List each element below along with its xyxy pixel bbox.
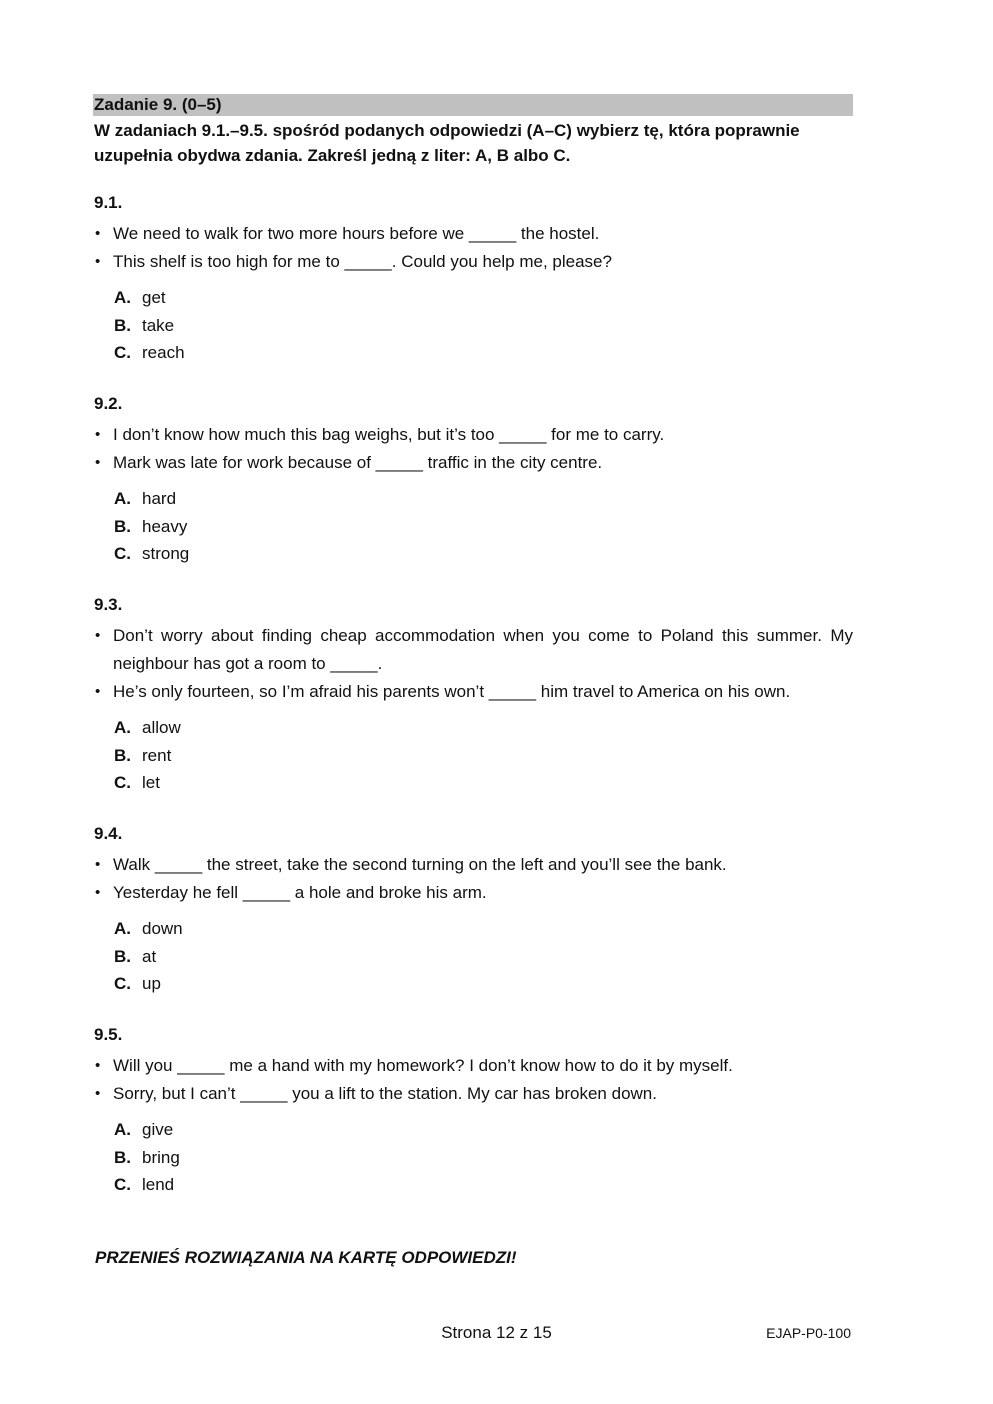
question-number: 9.5. <box>94 1025 123 1044</box>
bullet-icon: • <box>95 856 101 873</box>
sentence-text: Sorry, but I can’t _____ you a lift to the station. My car has broken down. <box>113 1084 657 1103</box>
sentence-text: Walk _____ the street, take the second turning on the left and you’ll see the bank. <box>113 855 727 874</box>
sentence-item <box>93 1080 853 1108</box>
option-c[interactable] <box>114 769 853 797</box>
option-text: get <box>142 288 166 307</box>
bullet-icon: • <box>95 1085 101 1102</box>
sentence-item <box>93 678 853 706</box>
option-a[interactable] <box>114 1116 853 1144</box>
task-instructions: W zadaniach 9.1.–9.5. spośród podanych odpowiedzi (A–C) wybierz tę, która poprawnie uzupełnia obydwa zdania. Zakreśl jedną z liter: A, B albo C. <box>94 121 800 165</box>
sentence-item <box>93 1052 853 1080</box>
option-text: down <box>142 919 183 938</box>
bullet-icon: • <box>95 253 101 270</box>
option-letter: B. <box>114 1147 131 1167</box>
option-list <box>93 485 853 568</box>
transfer-answers-note: PRZENIEŚ ROZWIĄZANIA NA KARTĘ ODPOWIEDZI! <box>95 1248 517 1267</box>
sentence-item <box>93 248 853 276</box>
option-a[interactable] <box>114 485 853 513</box>
bullet-icon: • <box>95 627 101 644</box>
sentence-text: He’s only fourteen, so I’m afraid his parents won’t _____ him travel to America on his own. <box>113 682 791 701</box>
option-text: lend <box>142 1175 175 1194</box>
sentence-list <box>93 220 853 276</box>
option-letter: B. <box>114 315 131 335</box>
question-number: 9.1. <box>94 193 123 212</box>
option-b[interactable] <box>114 312 853 340</box>
sentence-item <box>93 449 853 477</box>
option-letter: C. <box>114 544 131 563</box>
option-list <box>93 915 853 998</box>
option-a[interactable] <box>114 284 853 312</box>
option-text: at <box>142 946 157 966</box>
sentence-text: We need to walk for two more hours before we _____ the hostel. <box>113 224 600 243</box>
option-list <box>93 284 853 367</box>
question-number: 9.2. <box>94 394 123 413</box>
option-text: rent <box>142 745 172 765</box>
option-letter: B. <box>114 516 131 536</box>
option-letter: B. <box>114 745 131 765</box>
bullet-icon: • <box>95 454 101 471</box>
option-b[interactable] <box>114 742 853 770</box>
option-text: give <box>142 1120 174 1139</box>
option-text: let <box>142 773 160 792</box>
option-b[interactable] <box>114 943 853 971</box>
option-letter: B. <box>114 946 131 966</box>
option-text: strong <box>142 544 190 563</box>
sentence-text: I don’t know how much this bag weighs, but it’s too _____ for me to carry. <box>113 425 665 444</box>
question-9-5 <box>93 1024 853 1199</box>
option-c[interactable] <box>114 1171 853 1199</box>
option-a[interactable] <box>114 714 853 742</box>
option-list <box>93 1116 853 1199</box>
bullet-icon: • <box>95 884 101 901</box>
sentence-list <box>93 421 853 477</box>
bullet-icon: • <box>95 225 101 242</box>
task-header: Zadanie 9. (0–5) <box>93 94 853 116</box>
page-content <box>93 94 853 168</box>
option-letter: C. <box>114 1175 131 1194</box>
question-number: 9.3. <box>94 595 123 614</box>
option-c[interactable] <box>114 970 853 998</box>
option-letter: C. <box>114 974 131 993</box>
sentence-item <box>93 421 853 449</box>
sentence-text: Will you _____ me a hand with my homework? I don’t know how to do it by myself. <box>113 1056 733 1075</box>
sentence-text: Yesterday he fell _____ a hole and broke his arm. <box>113 883 487 902</box>
option-letter: C. <box>114 343 131 362</box>
option-text: take <box>142 315 175 335</box>
option-b[interactable] <box>114 513 853 541</box>
option-letter: A. <box>114 919 131 938</box>
option-text: reach <box>142 343 185 362</box>
option-letter: A. <box>114 489 131 508</box>
sentence-text: This shelf is too high for me to _____. Could you help me, please? <box>113 252 612 271</box>
bullet-icon: • <box>95 426 101 443</box>
sentence-item <box>93 622 853 678</box>
sentence-item <box>93 879 853 907</box>
sentence-text: Don’t worry about finding cheap accommodation when you come to Poland this summer. My neighbour has got a room to _____. <box>113 626 853 673</box>
option-text: heavy <box>142 516 188 536</box>
question-9-3 <box>93 594 853 797</box>
option-text: hard <box>142 489 177 508</box>
option-a[interactable] <box>114 915 853 943</box>
option-text: allow <box>142 718 181 737</box>
option-b[interactable] <box>114 1144 853 1172</box>
question-9-2 <box>93 393 853 568</box>
option-letter: C. <box>114 773 131 792</box>
bullet-icon: • <box>95 683 101 700</box>
sentence-list <box>93 1052 853 1108</box>
option-text: up <box>142 974 161 993</box>
exam-code: EJAP-P0-100 <box>766 1325 851 1341</box>
question-9-1 <box>93 192 853 367</box>
option-letter: A. <box>114 718 131 737</box>
option-c[interactable] <box>114 540 853 568</box>
option-letter: A. <box>114 288 131 307</box>
sentence-item <box>93 851 853 879</box>
bullet-icon: • <box>95 1057 101 1074</box>
question-9-4 <box>93 823 853 998</box>
sentence-text: Mark was late for work because of _____ traffic in the city centre. <box>113 453 603 472</box>
option-c[interactable] <box>114 339 853 367</box>
sentence-list <box>93 851 853 907</box>
option-list <box>93 714 853 797</box>
sentence-list <box>93 622 853 706</box>
page-number: Strona 12 z 15 <box>441 1323 552 1342</box>
option-letter: A. <box>114 1120 131 1139</box>
sentence-item <box>93 220 853 248</box>
option-text: bring <box>142 1147 180 1167</box>
question-number: 9.4. <box>94 824 123 843</box>
